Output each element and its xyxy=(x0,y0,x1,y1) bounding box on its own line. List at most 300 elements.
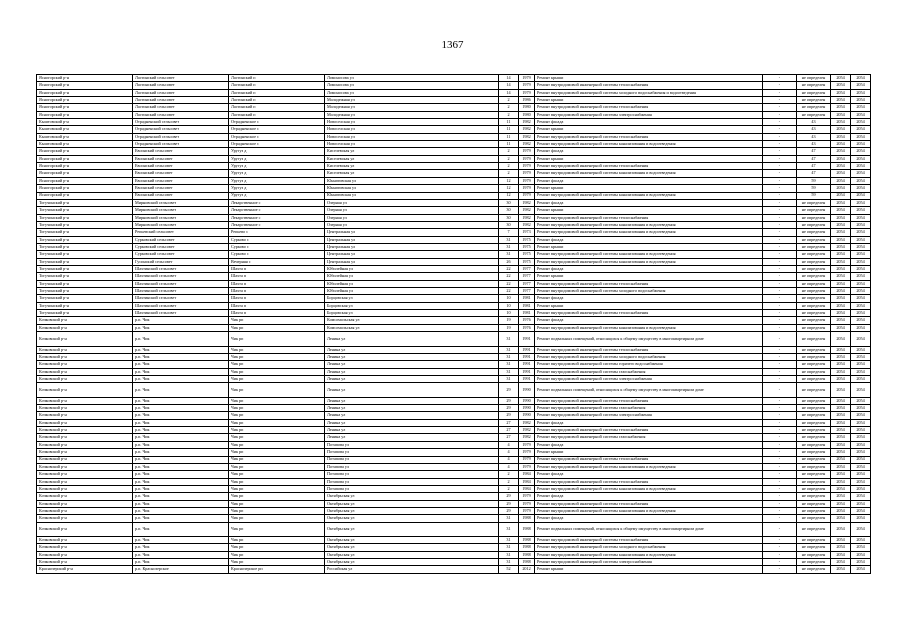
table-row xyxy=(37,493,871,500)
municipality-cell: р.п. Чик xyxy=(133,427,229,434)
dash-cell: - xyxy=(763,199,797,206)
start-year-cell: 2054 xyxy=(831,236,851,243)
start-year-cell: 2054 xyxy=(831,229,851,236)
end-year-cell: 2054 xyxy=(851,148,871,155)
start-year-cell: 2054 xyxy=(831,155,851,162)
end-year-cell: 2054 xyxy=(851,141,871,148)
end-year-cell: 2054 xyxy=(851,515,871,522)
settlement-cell: Уругуз д xyxy=(229,192,325,199)
house-number-cell: 22 xyxy=(499,273,519,280)
end-year-cell: 2054 xyxy=(851,119,871,126)
house-number-cell: 19 xyxy=(499,324,519,331)
district-cell: Ясногорский р-н xyxy=(37,104,133,111)
table-row xyxy=(37,507,871,514)
work-type-cell: Ремонт внутридомовой инженерной системы газоснабжения xyxy=(535,405,763,412)
dash-cell: - xyxy=(763,383,797,398)
work-type-cell: Ремонт внутридомовой инженерной системы газоснабжения xyxy=(535,368,763,375)
table-row xyxy=(37,353,871,360)
house-number-cell: 31 xyxy=(499,353,519,360)
table-row xyxy=(37,310,871,317)
work-type-cell: Ремонт крыши xyxy=(535,126,763,133)
build-year-cell: 1988 xyxy=(519,537,535,544)
cost-cell: 43 xyxy=(797,119,831,126)
district-cell: Кыштовский р-н xyxy=(37,126,133,133)
municipality-cell: Мирновский сельсовет xyxy=(133,207,229,214)
cost-cell: не определен xyxy=(797,324,831,331)
cost-cell: не определен xyxy=(797,97,831,104)
street-cell: Центральная ул xyxy=(325,236,499,243)
work-type-cell: Ремонт внутридомовой инженерной системы электроснабжения xyxy=(535,412,763,419)
district-cell: Тогучинский р-н xyxy=(37,236,133,243)
end-year-cell: 2054 xyxy=(851,310,871,317)
end-year-cell: 2054 xyxy=(851,75,871,82)
district-cell: Кочковский р-н xyxy=(37,478,133,485)
end-year-cell: 2054 xyxy=(851,236,871,243)
house-number-cell: 14 xyxy=(499,82,519,89)
street-cell: Новоселская ул xyxy=(325,133,499,140)
settlement-cell: Чик рп xyxy=(229,332,325,347)
municipality-cell: Ластинский сельсовет xyxy=(133,75,229,82)
street-cell: Борцовская ул xyxy=(325,295,499,302)
table-row xyxy=(37,155,871,162)
dash-cell: - xyxy=(763,119,797,126)
dash-cell: - xyxy=(763,280,797,287)
street-cell: Ленина ул xyxy=(325,383,499,398)
dash-cell: - xyxy=(763,163,797,170)
cost-cell: 47 xyxy=(797,148,831,155)
district-cell: Кочковский р-н xyxy=(37,544,133,551)
district-cell: Кочковский р-н xyxy=(37,332,133,347)
cost-cell: не определен xyxy=(797,229,831,236)
end-year-cell: 2054 xyxy=(851,485,871,492)
end-year-cell: 2054 xyxy=(851,507,871,514)
cost-cell: не определен xyxy=(797,221,831,228)
district-cell: Кыштовский р-н xyxy=(37,119,133,126)
build-year-cell: 1979 xyxy=(519,177,535,184)
settlement-cell: Чик рп xyxy=(229,361,325,368)
cost-cell: не определен xyxy=(797,544,831,551)
work-type-cell: Ремонт внутридомовой инженерной системы канализования и водоотведения xyxy=(535,463,763,470)
street-cell: Киселевская ул xyxy=(325,170,499,177)
start-year-cell: 2054 xyxy=(831,375,851,382)
street-cell: Октябрьская ул xyxy=(325,559,499,566)
build-year-cell: 1991 xyxy=(519,361,535,368)
dash-cell: - xyxy=(763,141,797,148)
district-cell: Ясногорский р-н xyxy=(37,192,133,199)
house-number-cell: 30 xyxy=(499,207,519,214)
house-number-cell: 31 xyxy=(499,551,519,558)
street-cell: Борцовская ул xyxy=(325,302,499,309)
work-type-cell: Ремонт внутридомовой инженерной системы теплоснабжения xyxy=(535,397,763,404)
dash-cell: - xyxy=(763,515,797,522)
municipality-cell: Евсинский сельсовет xyxy=(133,177,229,184)
settlement-cell: Уругуз д xyxy=(229,155,325,162)
dash-cell: - xyxy=(763,485,797,492)
district-cell: Кочковский р-н xyxy=(37,522,133,537)
house-number-cell: 11 xyxy=(499,126,519,133)
work-type-cell: Ремонт внутридомовой инженерной системы теплоснабжения xyxy=(535,427,763,434)
street-cell: Центральная ул xyxy=(325,229,499,236)
start-year-cell: 2054 xyxy=(831,163,851,170)
end-year-cell: 2054 xyxy=(851,456,871,463)
end-year-cell: 2054 xyxy=(851,170,871,177)
cost-cell: не определен xyxy=(797,332,831,347)
municipality-cell: р.п. Чик xyxy=(133,361,229,368)
end-year-cell: 2054 xyxy=(851,199,871,206)
settlement-cell: Чик рп xyxy=(229,383,325,398)
dash-cell: - xyxy=(763,89,797,96)
build-year-cell: 1981 xyxy=(519,295,535,302)
table-row xyxy=(37,126,871,133)
build-year-cell: 1980 xyxy=(519,104,535,111)
start-year-cell: 2054 xyxy=(831,192,851,199)
cost-cell: не определен xyxy=(797,317,831,324)
dash-cell: - xyxy=(763,493,797,500)
work-type-cell: Ремонт внутридомовой инженерной системы теплоснабжения xyxy=(535,310,763,317)
street-cell: Новоселская ул xyxy=(325,126,499,133)
end-year-cell: 2054 xyxy=(851,559,871,566)
end-year-cell: 2054 xyxy=(851,104,871,111)
start-year-cell: 2054 xyxy=(831,522,851,537)
end-year-cell: 2054 xyxy=(851,397,871,404)
build-year-cell: 1982 xyxy=(519,133,535,140)
cost-cell: не определен xyxy=(797,566,831,573)
build-year-cell: 1982 xyxy=(519,214,535,221)
street-cell: Ленина ул xyxy=(325,375,499,382)
table-row xyxy=(37,332,871,347)
street-cell: Озерная ул xyxy=(325,207,499,214)
end-year-cell: 2054 xyxy=(851,126,871,133)
work-type-cell: Ремонт внутридомовой инженерной системы канализования и водоотведения xyxy=(535,141,763,148)
end-year-cell: 2054 xyxy=(851,229,871,236)
cost-cell: не определен xyxy=(797,82,831,89)
cost-cell: не определен xyxy=(797,412,831,419)
settlement-cell: Чик рп xyxy=(229,427,325,434)
district-cell: Ясногорский р-н xyxy=(37,97,133,104)
dash-cell: - xyxy=(763,251,797,258)
municipality-cell: Ластинский сельсовет xyxy=(133,97,229,104)
district-cell: Тогучинский р-н xyxy=(37,207,133,214)
house-number-cell: 31 xyxy=(499,346,519,353)
cost-cell: 47 xyxy=(797,155,831,162)
end-year-cell: 2054 xyxy=(851,566,871,573)
street-cell: Октябрьская ул xyxy=(325,493,499,500)
dash-cell: - xyxy=(763,75,797,82)
table-row xyxy=(37,170,871,177)
start-year-cell: 2054 xyxy=(831,214,851,221)
municipality-cell: Отрадненский сельсовет xyxy=(133,126,229,133)
table-row xyxy=(37,412,871,419)
start-year-cell: 2054 xyxy=(831,148,851,155)
build-year-cell: 1982 xyxy=(519,221,535,228)
build-year-cell: 1979 xyxy=(519,148,535,155)
district-cell: Кочковский р-н xyxy=(37,427,133,434)
cost-cell: не определен xyxy=(797,75,831,82)
municipality-cell: р.п. Чик xyxy=(133,317,229,324)
build-year-cell: 1988 xyxy=(519,551,535,558)
district-cell: Кочковский р-н xyxy=(37,346,133,353)
cost-cell: не определен xyxy=(797,478,831,485)
build-year-cell: 1977 xyxy=(519,273,535,280)
start-year-cell: 2054 xyxy=(831,89,851,96)
street-cell: Ленина ул xyxy=(325,353,499,360)
end-year-cell: 2054 xyxy=(851,185,871,192)
end-year-cell: 2054 xyxy=(851,346,871,353)
start-year-cell: 2054 xyxy=(831,119,851,126)
settlement-cell: Шахта п xyxy=(229,265,325,272)
work-type-cell: Ремонт фасада xyxy=(535,471,763,478)
build-year-cell: 1979 xyxy=(519,441,535,448)
dash-cell: - xyxy=(763,111,797,118)
work-type-cell: Ремонт внутридомовой инженерной системы канализования и водоотведения xyxy=(535,324,763,331)
municipality-cell: р.п. Чик xyxy=(133,441,229,448)
table-row xyxy=(37,405,871,412)
district-cell: Краснозерский р-н xyxy=(37,566,133,573)
end-year-cell: 2054 xyxy=(851,353,871,360)
street-cell: Комсомольская ул xyxy=(325,317,499,324)
start-year-cell: 2054 xyxy=(831,515,851,522)
settlement-cell: Чик рп xyxy=(229,507,325,514)
dash-cell: - xyxy=(763,463,797,470)
cost-cell: не определен xyxy=(797,104,831,111)
build-year-cell: 1976 xyxy=(519,324,535,331)
table-row xyxy=(37,449,871,456)
municipality-cell: р.п. Чик xyxy=(133,485,229,492)
street-cell: Молодежная ул xyxy=(325,111,499,118)
district-cell: Ясногорский р-н xyxy=(37,163,133,170)
municipality-cell: Репьевский сельсовет xyxy=(133,229,229,236)
dash-cell: - xyxy=(763,155,797,162)
house-number-cell: 2 xyxy=(499,478,519,485)
page-number: 1367 xyxy=(441,39,464,51)
dash-cell: - xyxy=(763,441,797,448)
district-cell: Кочковский р-н xyxy=(37,412,133,419)
cost-cell: 47 xyxy=(797,170,831,177)
cost-cell: не определен xyxy=(797,405,831,412)
start-year-cell: 2054 xyxy=(831,310,851,317)
build-year-cell: 1990 xyxy=(519,412,535,419)
cost-cell: не определен xyxy=(797,236,831,243)
dash-cell: - xyxy=(763,551,797,558)
start-year-cell: 2054 xyxy=(831,353,851,360)
build-year-cell: 1979 xyxy=(519,155,535,162)
house-number-cell: 12 xyxy=(499,177,519,184)
municipality-cell: р.п. Чик xyxy=(133,493,229,500)
cost-cell: не определен xyxy=(797,111,831,118)
start-year-cell: 2054 xyxy=(831,317,851,324)
cost-cell: 59 xyxy=(797,192,831,199)
street-cell: Юннатовская ул xyxy=(325,192,499,199)
end-year-cell: 2054 xyxy=(851,287,871,294)
cost-cell: не определен xyxy=(797,522,831,537)
street-cell: Озерная ул xyxy=(325,199,499,206)
dash-cell: - xyxy=(763,177,797,184)
start-year-cell: 2054 xyxy=(831,295,851,302)
cost-cell: не определен xyxy=(797,89,831,96)
build-year-cell: 1975 xyxy=(519,236,535,243)
table-row xyxy=(37,463,871,470)
build-year-cell: 1981 xyxy=(519,310,535,317)
settlement-cell: Уругуз д xyxy=(229,170,325,177)
municipality-cell: Мирновский сельсовет xyxy=(133,199,229,206)
work-type-cell: Ремонт крыши xyxy=(535,97,763,104)
end-year-cell: 2054 xyxy=(851,383,871,398)
table-row xyxy=(37,192,871,199)
work-type-cell: Ремонт внутридомовой инженерной системы теплоснабжения xyxy=(535,346,763,353)
dash-cell: - xyxy=(763,207,797,214)
district-cell: Кочковский р-н xyxy=(37,559,133,566)
work-type-cell: Ремонт фасада xyxy=(535,419,763,426)
municipality-cell: Сурковский сельсовет xyxy=(133,236,229,243)
house-number-cell: 26 xyxy=(499,258,519,265)
build-year-cell: 1988 xyxy=(519,559,535,566)
start-year-cell: 2054 xyxy=(831,478,851,485)
street-cell: Озерная ул xyxy=(325,214,499,221)
build-year-cell: 1979 xyxy=(519,192,535,199)
street-cell: Ленина ул xyxy=(325,405,499,412)
start-year-cell: 2054 xyxy=(831,456,851,463)
municipality-cell: Отрадненский сельсовет xyxy=(133,133,229,140)
work-type-cell: Ремонт внутридомовой инженерной системы электроснабжения xyxy=(535,375,763,382)
cost-cell: не определен xyxy=(797,434,831,441)
start-year-cell: 2054 xyxy=(831,126,851,133)
end-year-cell: 2054 xyxy=(851,317,871,324)
table-row xyxy=(37,361,871,368)
settlement-cell: Чик рп xyxy=(229,449,325,456)
table-row xyxy=(37,251,871,258)
build-year-cell: 2012 xyxy=(519,566,535,573)
cost-cell: 43 xyxy=(797,141,831,148)
end-year-cell: 2054 xyxy=(851,302,871,309)
cost-cell: не определен xyxy=(797,280,831,287)
house-number-cell: 31 xyxy=(499,537,519,544)
start-year-cell: 2054 xyxy=(831,449,851,456)
street-cell: Центральная ул xyxy=(325,243,499,250)
district-cell: Ясногорский р-н xyxy=(37,89,133,96)
municipality-cell: Ластинский сельсовет xyxy=(133,104,229,111)
cost-cell: не определен xyxy=(797,251,831,258)
district-cell: Ясногорский р-н xyxy=(37,148,133,155)
start-year-cell: 2054 xyxy=(831,412,851,419)
municipality-cell: Евсинский сельсовет xyxy=(133,192,229,199)
district-cell: Тогучинский р-н xyxy=(37,221,133,228)
settlement-cell: Чик рп xyxy=(229,493,325,500)
district-cell: Тогучинский р-н xyxy=(37,287,133,294)
district-cell: Кочковский р-н xyxy=(37,324,133,331)
settlement-cell: Уругуз д xyxy=(229,185,325,192)
dash-cell: - xyxy=(763,243,797,250)
dash-cell: - xyxy=(763,566,797,573)
build-year-cell: 1979 xyxy=(519,500,535,507)
end-year-cell: 2054 xyxy=(851,295,871,302)
municipality-cell: р.п. Чик xyxy=(133,383,229,398)
start-year-cell: 2054 xyxy=(831,485,851,492)
start-year-cell: 2054 xyxy=(831,537,851,544)
municipality-cell: р.п. Чик xyxy=(133,456,229,463)
house-number-cell: 31 xyxy=(499,515,519,522)
end-year-cell: 2054 xyxy=(851,82,871,89)
work-type-cell: Ремонт фасада xyxy=(535,119,763,126)
dash-cell: - xyxy=(763,346,797,353)
cost-cell: не определен xyxy=(797,471,831,478)
house-number-cell: 10 xyxy=(499,302,519,309)
cost-cell: 43 xyxy=(797,133,831,140)
table-row xyxy=(37,148,871,155)
cost-cell: не определен xyxy=(797,310,831,317)
table-row xyxy=(37,199,871,206)
work-type-cell: Ремонт внутридомовой инженерной системы электроснабжения xyxy=(535,559,763,566)
start-year-cell: 2054 xyxy=(831,199,851,206)
build-year-cell: 1991 xyxy=(519,368,535,375)
district-cell: Кочковский р-н xyxy=(37,471,133,478)
dash-cell: - xyxy=(763,302,797,309)
municipality-cell: р.п. Чик xyxy=(133,551,229,558)
repair-register-table xyxy=(36,74,871,574)
start-year-cell: 2054 xyxy=(831,427,851,434)
work-type-cell: Ремонт подвальных помещений, относящихся к общему имуществу в многоквартирном доме xyxy=(535,522,763,537)
table-row xyxy=(37,119,871,126)
district-cell: Тогучинский р-н xyxy=(37,280,133,287)
district-cell: Кочковский р-н xyxy=(37,500,133,507)
settlement-cell: Чик рп xyxy=(229,537,325,544)
cost-cell: не определен xyxy=(797,368,831,375)
start-year-cell: 2054 xyxy=(831,207,851,214)
street-cell: Новоселская ул xyxy=(325,141,499,148)
house-number-cell: 29 xyxy=(499,412,519,419)
dash-cell: - xyxy=(763,97,797,104)
cost-cell: не определен xyxy=(797,463,831,470)
build-year-cell: 1986 xyxy=(519,97,535,104)
municipality-cell: р.п. Чик xyxy=(133,559,229,566)
house-number-cell: 10 xyxy=(499,310,519,317)
build-year-cell: 1979 xyxy=(519,185,535,192)
table-row xyxy=(37,141,871,148)
street-cell: Российская ул xyxy=(325,566,499,573)
settlement-cell: Чик рп xyxy=(229,471,325,478)
start-year-cell: 2054 xyxy=(831,243,851,250)
end-year-cell: 2054 xyxy=(851,493,871,500)
start-year-cell: 2054 xyxy=(831,141,851,148)
dash-cell: - xyxy=(763,500,797,507)
end-year-cell: 2054 xyxy=(851,551,871,558)
municipality-cell: Ластинский сельсовет xyxy=(133,89,229,96)
house-number-cell: 2 xyxy=(499,163,519,170)
house-number-cell: 2 xyxy=(499,97,519,104)
end-year-cell: 2054 xyxy=(851,471,871,478)
start-year-cell: 2054 xyxy=(831,280,851,287)
table-row xyxy=(37,419,871,426)
cost-cell: не определен xyxy=(797,537,831,544)
house-number-cell: 2 xyxy=(499,148,519,155)
work-type-cell: Ремонт внутридомовой инженерной системы теплоснабжения xyxy=(535,537,763,544)
cost-cell: не определен xyxy=(797,441,831,448)
table-row xyxy=(37,273,871,280)
start-year-cell: 2054 xyxy=(831,258,851,265)
district-cell: Кочковский р-н xyxy=(37,361,133,368)
street-cell: Октябрьская ул xyxy=(325,537,499,544)
district-cell: Кочковский р-н xyxy=(37,507,133,514)
municipality-cell: р.п. Чик xyxy=(133,346,229,353)
start-year-cell: 2054 xyxy=(831,97,851,104)
table-row xyxy=(37,368,871,375)
end-year-cell: 2054 xyxy=(851,251,871,258)
street-cell: Октябрьская ул xyxy=(325,515,499,522)
house-number-cell: 27 xyxy=(499,427,519,434)
settlement-cell: Чик рп xyxy=(229,515,325,522)
dash-cell: - xyxy=(763,170,797,177)
work-type-cell: Ремонт внутридомовой инженерной системы канализования и водоотведения xyxy=(535,221,763,228)
build-year-cell: 1977 xyxy=(519,280,535,287)
